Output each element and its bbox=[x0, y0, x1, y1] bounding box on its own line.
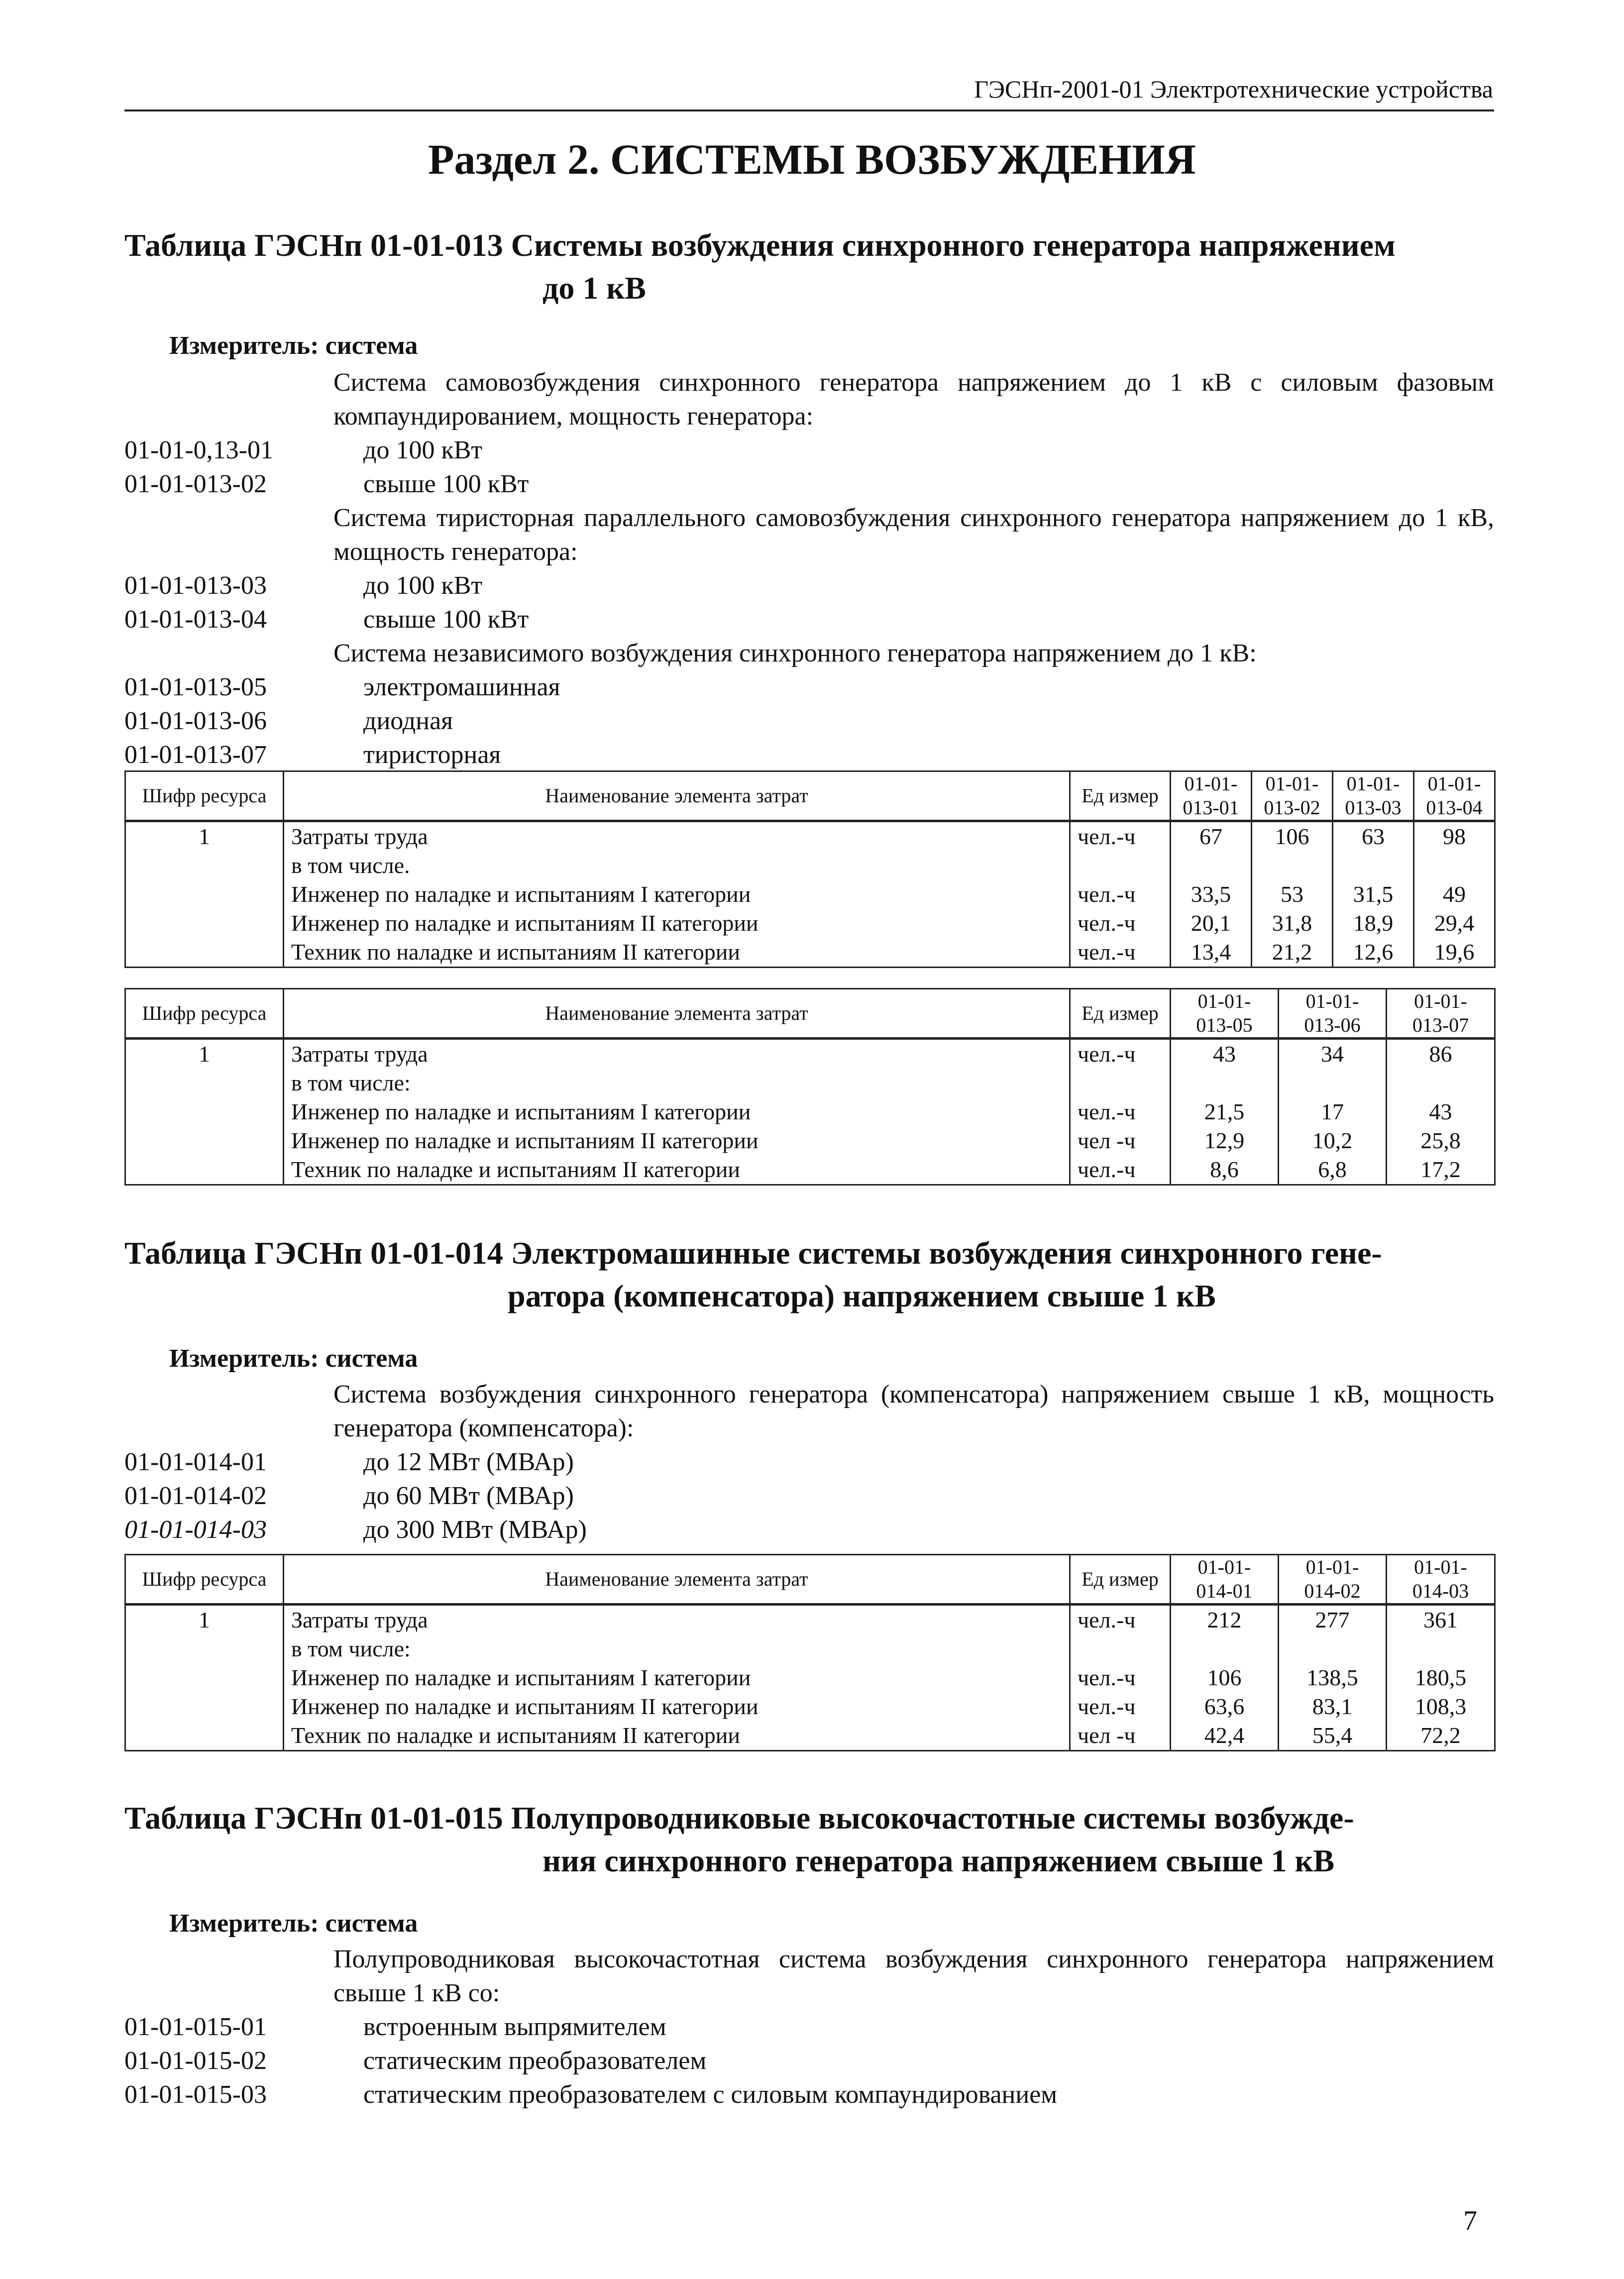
desc-text: Система возбуждения синхронного генератора (компенсатора) напряжением свыше 1 кВ, мощность генератора (компенсатора): bbox=[333, 1380, 1494, 1442]
table-015-description bbox=[124, 1943, 1494, 2112]
desc-row bbox=[124, 501, 1494, 569]
cell-value: 106 bbox=[1252, 821, 1333, 852]
cell-value: 20,1 bbox=[1171, 909, 1252, 938]
table-row bbox=[125, 1039, 1495, 1069]
table-row bbox=[125, 1155, 1495, 1185]
cell-value: 138,5 bbox=[1279, 1663, 1387, 1692]
col-header-resource: 01-01- 014-02 bbox=[1279, 1555, 1387, 1605]
table-015-title-line1: Таблица ГЭСНп 01-01-015 Полупроводниковые высокочастотные системы возбужде- bbox=[124, 1800, 1354, 1836]
table-013-costs-b bbox=[124, 988, 1496, 1186]
cell-value: 29,4 bbox=[1414, 909, 1495, 938]
cell-code bbox=[125, 1692, 284, 1721]
cell-name: Затраты труда bbox=[284, 821, 1070, 852]
table-row bbox=[125, 1692, 1495, 1721]
meter-value: система bbox=[325, 1909, 418, 1938]
table-013-description bbox=[124, 366, 1494, 772]
table-013-costs-a bbox=[124, 770, 1496, 968]
table-014-description bbox=[124, 1378, 1494, 1547]
cell-name: Затраты труда bbox=[284, 1039, 1070, 1069]
cell-value: 10,2 bbox=[1279, 1126, 1387, 1155]
col-header-resource: 01-01- 013-02 bbox=[1252, 771, 1333, 821]
table-row bbox=[125, 1097, 1495, 1126]
cell-value: 33,5 bbox=[1171, 880, 1252, 909]
col-header-resource: 01-01- 013-01 bbox=[1171, 771, 1252, 821]
cell-unit: чел.-ч bbox=[1070, 821, 1171, 852]
table-015-title-line2: ния синхронного генератора напряжением свыше 1 кВ bbox=[542, 1843, 1335, 1878]
table-row bbox=[125, 1605, 1495, 1635]
cell-unit: чел.-ч bbox=[1070, 880, 1171, 909]
desc-row bbox=[124, 2078, 1494, 2112]
desc-code: 01-01-014-02 bbox=[124, 1482, 267, 1510]
desc-row bbox=[124, 1943, 1494, 2010]
table-row bbox=[125, 1721, 1495, 1751]
cell-name: Инженер по наладке и испытаниям II категории bbox=[284, 909, 1070, 938]
desc-code bbox=[124, 366, 333, 434]
cell-value bbox=[1333, 851, 1414, 880]
cell-value bbox=[1279, 1634, 1387, 1663]
cell-value bbox=[1387, 1634, 1495, 1663]
desc-text: до 100 кВт bbox=[363, 571, 483, 600]
desc-code bbox=[124, 1943, 333, 2010]
cell-value: 53 bbox=[1252, 880, 1333, 909]
cell-value: 212 bbox=[1171, 1605, 1279, 1635]
table-row bbox=[125, 851, 1495, 880]
cell-value bbox=[1252, 851, 1333, 880]
desc-row bbox=[124, 637, 1494, 670]
desc-code: 01-01-0,13-01 bbox=[124, 436, 273, 464]
desc-code bbox=[124, 501, 333, 569]
desc-code: 01-01-014-01 bbox=[124, 1448, 267, 1476]
cell-name: Инженер по наладке и испытаниям I категории bbox=[284, 1663, 1070, 1692]
table-header-row bbox=[125, 1555, 1495, 1605]
cell-unit: чел.-ч bbox=[1070, 909, 1171, 938]
desc-text: свыше 100 кВт bbox=[363, 605, 529, 634]
cell-value: 19,6 bbox=[1414, 938, 1495, 968]
meter-label: Измеритель: bbox=[169, 1909, 319, 1938]
cell-name: Техник по наладке и испытаниям II категории bbox=[284, 938, 1070, 968]
col-header-resource: 01-01- 013-06 bbox=[1279, 989, 1387, 1039]
cell-value: 72,2 bbox=[1387, 1721, 1495, 1751]
cell-value: 34 bbox=[1279, 1039, 1387, 1069]
cell-name: в том числе: bbox=[284, 1069, 1070, 1097]
cell-code bbox=[125, 880, 284, 909]
desc-text: до 100 кВт bbox=[363, 436, 483, 464]
desc-row bbox=[124, 1513, 1494, 1547]
desc-code: 01-01-013-03 bbox=[124, 571, 267, 600]
col-header-resource: 01-01- 014-03 bbox=[1387, 1555, 1495, 1605]
cell-unit: чел -ч bbox=[1070, 1721, 1171, 1751]
page-number: 7 bbox=[1463, 2205, 1477, 2236]
cell-value: 67 bbox=[1171, 821, 1252, 852]
table-015-meter bbox=[169, 1909, 418, 1938]
cell-unit: чел.-ч bbox=[1070, 1097, 1171, 1126]
desc-row bbox=[124, 2044, 1494, 2078]
cell-value: 98 bbox=[1414, 821, 1495, 852]
cell-name: в том числе: bbox=[284, 1634, 1070, 1663]
table-row bbox=[125, 1663, 1495, 1692]
cell-code bbox=[125, 1126, 284, 1155]
desc-code bbox=[124, 637, 333, 670]
desc-row bbox=[124, 738, 1494, 772]
desc-text: Полупроводниковая высокочастотная система возбуждения синхронного генератора напряжением свыше 1 кВ со: bbox=[333, 1945, 1494, 2007]
table-row bbox=[125, 1069, 1495, 1097]
cell-unit: чел.-ч bbox=[1070, 1039, 1171, 1069]
col-header-resource: 01-01- 013-03 bbox=[1333, 771, 1414, 821]
desc-row bbox=[124, 2010, 1494, 2044]
cell-value: 6,8 bbox=[1279, 1155, 1387, 1185]
desc-text: до 60 МВт (МВАр) bbox=[363, 1482, 574, 1510]
cell-unit: чел.-ч bbox=[1070, 1155, 1171, 1185]
cell-code bbox=[125, 851, 284, 880]
desc-code: 01-01-013-04 bbox=[124, 605, 267, 634]
col-header-unit: Ед измер bbox=[1070, 771, 1171, 821]
cell-unit: чел -ч bbox=[1070, 1126, 1171, 1155]
table-013-meter bbox=[169, 331, 418, 360]
table-row bbox=[125, 880, 1495, 909]
cell-value: 108,3 bbox=[1387, 1692, 1495, 1721]
cell-value: 361 bbox=[1387, 1605, 1495, 1635]
cell-value: 17,2 bbox=[1387, 1155, 1495, 1185]
desc-row bbox=[124, 1479, 1494, 1513]
cell-value: 63,6 bbox=[1171, 1692, 1279, 1721]
cell-value: 42,4 bbox=[1171, 1721, 1279, 1751]
cell-name: Инженер по наладке и испытаниям I категории bbox=[284, 1097, 1070, 1126]
cell-value bbox=[1387, 1069, 1495, 1097]
cell-name: Инженер по наладке и испытаниям II категории bbox=[284, 1692, 1070, 1721]
cell-value: 86 bbox=[1387, 1039, 1495, 1069]
col-header-unit: Ед измер bbox=[1070, 989, 1171, 1039]
desc-text: Система тиристорная параллельного самовозбуждения синхронного генератора напряжением до 1 кВ, мощность генератора: bbox=[333, 504, 1494, 566]
table-014-title-line2: ратора (компенсатора) напряжением свыше 1 кВ bbox=[508, 1278, 1216, 1313]
table-013-title-line1: Таблица ГЭСНп 01-01-013 Системы возбуждения синхронного генератора напряжением bbox=[124, 227, 1396, 263]
table-013-title bbox=[124, 224, 1494, 310]
cell-value: 21,5 bbox=[1171, 1097, 1279, 1126]
table-014-costs bbox=[124, 1554, 1496, 1751]
cell-code bbox=[125, 1097, 284, 1126]
table-row bbox=[125, 938, 1495, 968]
cell-name: Инженер по наладке и испытаниям I категории bbox=[284, 880, 1070, 909]
header-rule bbox=[124, 109, 1494, 111]
cell-code: 1 bbox=[125, 1605, 284, 1635]
desc-text: статическим преобразователем с силовым компаундированием bbox=[363, 2080, 1058, 2109]
cell-name: Инженер по наладке и испытаниям II категории bbox=[284, 1126, 1070, 1155]
cell-code bbox=[125, 1634, 284, 1663]
desc-text: встроенным выпрямителем bbox=[363, 2013, 666, 2041]
cell-value bbox=[1279, 1069, 1387, 1097]
cell-name: Затраты труда bbox=[284, 1605, 1070, 1635]
cell-value bbox=[1171, 1069, 1279, 1097]
cell-unit bbox=[1070, 851, 1171, 880]
cell-value: 31,8 bbox=[1252, 909, 1333, 938]
col-header-resource: 01-01- 013-04 bbox=[1414, 771, 1495, 821]
desc-code: 01-01-015-03 bbox=[124, 2080, 267, 2109]
table-row bbox=[125, 821, 1495, 852]
cell-value bbox=[1414, 851, 1495, 880]
table-header-row bbox=[125, 989, 1495, 1039]
cell-code bbox=[125, 1663, 284, 1692]
col-header-name: Наименование элемента затрат bbox=[284, 1555, 1070, 1605]
cell-code bbox=[125, 1069, 284, 1097]
cell-value: 31,5 bbox=[1333, 880, 1414, 909]
meter-value: система bbox=[325, 1344, 418, 1373]
meter-label: Измеритель: bbox=[169, 331, 319, 360]
col-header-resource: 01-01- 014-01 bbox=[1171, 1555, 1279, 1605]
cell-code bbox=[125, 909, 284, 938]
cell-unit bbox=[1070, 1069, 1171, 1097]
desc-code: 01-01-014-03 bbox=[124, 1516, 267, 1544]
cell-value: 49 bbox=[1414, 880, 1495, 909]
cell-code bbox=[125, 1155, 284, 1185]
desc-code: 01-01-015-02 bbox=[124, 2047, 267, 2075]
cell-value: 12,6 bbox=[1333, 938, 1414, 968]
cell-value: 17 bbox=[1279, 1097, 1387, 1126]
desc-text: свыше 100 кВт bbox=[363, 470, 529, 498]
running-header: ГЭСНп-2001-01 Электротехнические устройства bbox=[974, 75, 1493, 103]
cell-value: 12,9 bbox=[1171, 1126, 1279, 1155]
cell-value: 18,9 bbox=[1333, 909, 1414, 938]
desc-code: 01-01-013-05 bbox=[124, 673, 267, 701]
cell-value: 180,5 bbox=[1387, 1663, 1495, 1692]
desc-row bbox=[124, 434, 1494, 467]
col-header-code: Шифр ресурса bbox=[125, 1555, 284, 1605]
col-header-name: Наименование элемента затрат bbox=[284, 989, 1070, 1039]
desc-row bbox=[124, 467, 1494, 501]
cell-value: 106 bbox=[1171, 1663, 1279, 1692]
cell-value: 83,1 bbox=[1279, 1692, 1387, 1721]
desc-row bbox=[124, 704, 1494, 738]
col-header-code: Шифр ресурса bbox=[125, 771, 284, 821]
meter-value: система bbox=[325, 331, 418, 360]
cell-code bbox=[125, 938, 284, 968]
cell-name: в том числе. bbox=[284, 851, 1070, 880]
desc-text: до 12 МВт (МВАр) bbox=[363, 1448, 574, 1476]
desc-row bbox=[124, 1378, 1494, 1445]
cell-code bbox=[125, 1721, 284, 1751]
cell-value: 43 bbox=[1387, 1097, 1495, 1126]
col-header-resource: 01-01- 013-07 bbox=[1387, 989, 1495, 1039]
table-header-row bbox=[125, 771, 1495, 821]
cell-code: 1 bbox=[125, 821, 284, 852]
desc-row bbox=[124, 366, 1494, 434]
meter-label: Измеритель: bbox=[169, 1344, 319, 1373]
table-row bbox=[125, 1634, 1495, 1663]
desc-row bbox=[124, 670, 1494, 704]
cell-value: 277 bbox=[1279, 1605, 1387, 1635]
desc-code: 01-01-013-02 bbox=[124, 470, 267, 498]
cell-unit: чел.-ч bbox=[1070, 1663, 1171, 1692]
col-header-code: Шифр ресурса bbox=[125, 989, 284, 1039]
table-row bbox=[125, 909, 1495, 938]
cell-value: 43 bbox=[1171, 1039, 1279, 1069]
col-header-resource: 01-01- 013-05 bbox=[1171, 989, 1279, 1039]
desc-text: до 300 МВт (МВАр) bbox=[363, 1516, 587, 1544]
cell-unit bbox=[1070, 1634, 1171, 1663]
cell-code: 1 bbox=[125, 1039, 284, 1069]
cell-name: Техник по наладке и испытаниям II категории bbox=[284, 1155, 1070, 1185]
col-header-name: Наименование элемента затрат bbox=[284, 771, 1070, 821]
cell-unit: чел.-ч bbox=[1070, 1692, 1171, 1721]
desc-code bbox=[124, 1378, 333, 1445]
cell-value: 63 bbox=[1333, 821, 1414, 852]
cell-value bbox=[1171, 851, 1252, 880]
cell-name: Техник по наладке и испытаниям II категории bbox=[284, 1721, 1070, 1751]
section-title: Раздел 2. СИСТЕМЫ ВОЗБУЖДЕНИЯ bbox=[428, 135, 1196, 183]
cell-value bbox=[1171, 1634, 1279, 1663]
cell-unit: чел.-ч bbox=[1070, 938, 1171, 968]
cell-value: 8,6 bbox=[1171, 1155, 1279, 1185]
desc-text: Система независимого возбуждения синхронного генератора напряжением до 1 кВ: bbox=[333, 639, 1257, 667]
table-row bbox=[125, 1126, 1495, 1155]
table-014-title-line1: Таблица ГЭСНп 01-01-014 Электромашинные системы возбуждения синхронного гене- bbox=[124, 1235, 1382, 1271]
cell-value: 21,2 bbox=[1252, 938, 1333, 968]
desc-code: 01-01-015-01 bbox=[124, 2013, 267, 2041]
table-015-title bbox=[124, 1797, 1494, 1882]
cell-unit: чел.-ч bbox=[1070, 1605, 1171, 1635]
desc-text: Система самовозбуждения синхронного генератора напряжением до 1 кВ с силовым фазовым компаундированием, мощность генератора: bbox=[333, 368, 1494, 431]
desc-code: 01-01-013-07 bbox=[124, 741, 267, 769]
desc-text: диодная bbox=[363, 707, 453, 735]
cell-value: 25,8 bbox=[1387, 1126, 1495, 1155]
desc-row bbox=[124, 569, 1494, 603]
cell-value: 55,4 bbox=[1279, 1721, 1387, 1751]
desc-row bbox=[124, 1445, 1494, 1479]
desc-code: 01-01-013-06 bbox=[124, 707, 267, 735]
table-013-title-line2: до 1 кВ bbox=[542, 270, 646, 306]
desc-row bbox=[124, 603, 1494, 637]
cell-value: 13,4 bbox=[1171, 938, 1252, 968]
desc-text: тиристорная bbox=[363, 741, 501, 769]
table-014-meter bbox=[169, 1344, 418, 1373]
desc-text: электромашинная bbox=[363, 673, 560, 701]
col-header-unit: Ед измер bbox=[1070, 1555, 1171, 1605]
table-014-title bbox=[124, 1232, 1494, 1317]
desc-text: статическим преобразователем bbox=[363, 2047, 707, 2075]
